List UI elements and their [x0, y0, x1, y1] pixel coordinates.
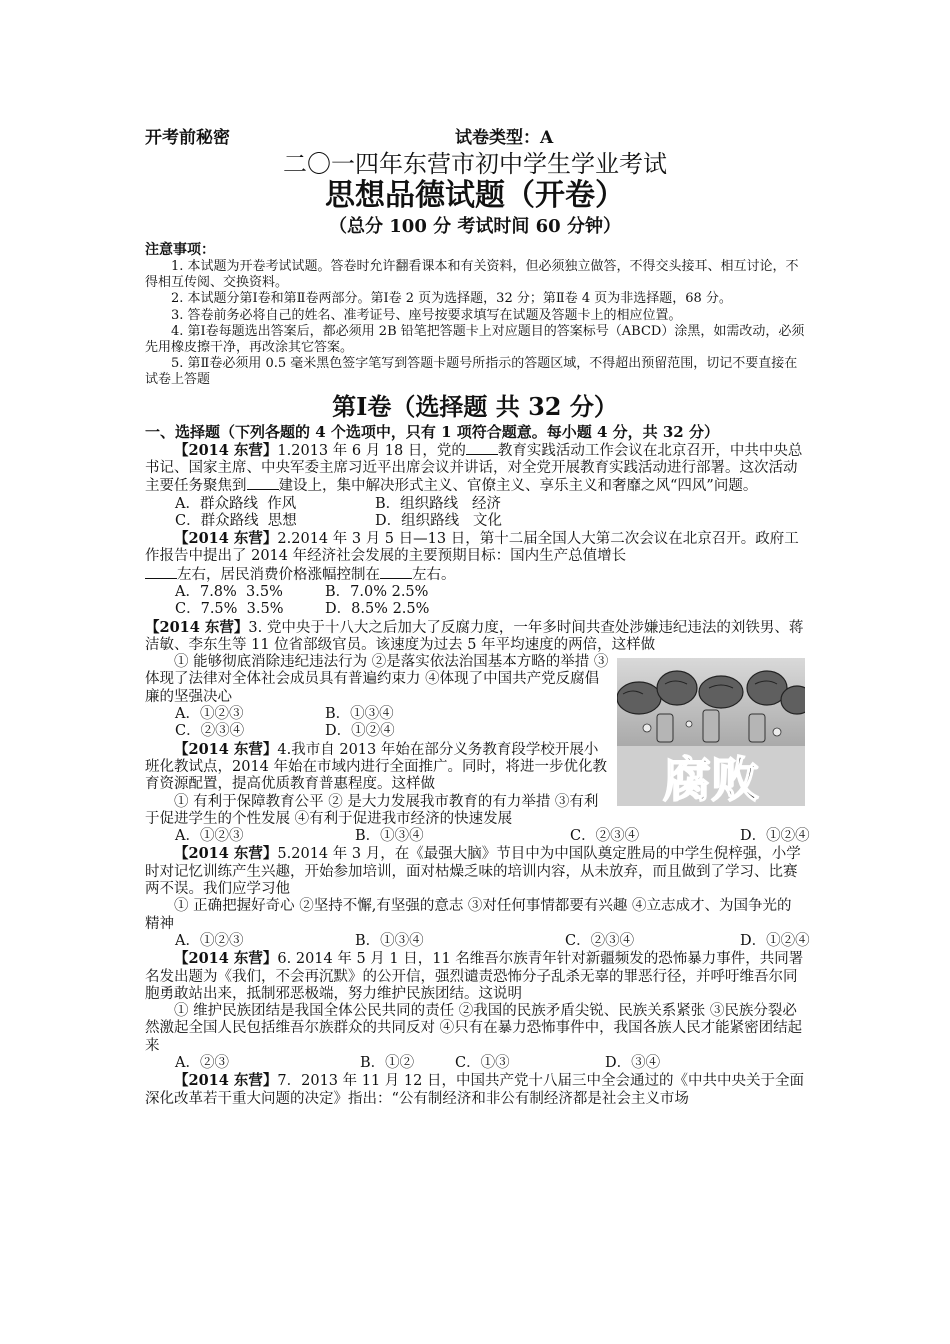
option-c: C．7.5% 3.5% [175, 601, 284, 618]
option-c: C．②③④ [565, 932, 635, 949]
question-7: 【2014 东营】7．2013 年 11 月 12 日，中国共产党十八届三中全会通过的《中共中央关于全面深化改革若干重大问题的决定》指出：“公有制经济和非公有制经济都是社会主义市场 [145, 1072, 804, 1107]
question-3-block [145, 618, 805, 807]
option-d: D．③④ [605, 1055, 661, 1072]
option-d: D．①②④ [325, 723, 395, 740]
answer-blank [145, 566, 177, 579]
option-row [145, 932, 810, 950]
option-d: D．8.5% 2.5% [325, 601, 430, 618]
option-b: B．7.0% 2.5% [325, 584, 429, 600]
answer-blank [380, 566, 412, 579]
option-c: C．②③④ [175, 723, 245, 740]
question-tag: 【2014 东营】 [174, 441, 278, 459]
notice-item: 2. 本试题分第Ⅰ卷和第Ⅱ卷两部分。第Ⅰ卷 2 页为选择题，32 分；第Ⅱ卷 4 页为非选择题，68 分。 [171, 291, 732, 307]
option-row [145, 1055, 805, 1072]
option-row [145, 496, 805, 513]
question-3-statements: ① 能够彻底消除违纪违法行为 ②是落实依法治国基本方略的举措 ③体现了法律对全体社会成员具有普遍约束力 ④体现了中国共产党反腐倡廉的坚强决心 [145, 654, 609, 705]
option-b: B．组织路线 经济 [375, 495, 501, 512]
question-3: 【2014 东营】3. 党中央于十八大之后加大了反腐力度，一年多时间共查处涉嫌违纪违法的刘铁男、蒋洁敏、李东生等 11 位省部级官员。该速度为过去 5 年平均速度的两倍，这样做 [145, 618, 804, 653]
notice-item: 1. 本试题为开卷考试试题。答卷时允许翻看课本和有关资料，但必须独立做答，不得交头接耳、相互讨论，不得相互传阅、交换资料。 [145, 259, 799, 291]
question-4-statements: ① 有利于保障教育公平 ② 是大力发展我市教育的有力举措 ③有利于促进学生的个性发展 ④有利于促进我市经济的快速发展 [145, 793, 599, 827]
option-row [145, 601, 805, 618]
question-tag: 【2014 东营】 [174, 845, 278, 863]
question-1: 【2014 东营】1.2013 年 6 月 18 日，党的 教育实践活动工作会议在北京召开，中共中央总书记、国家主席、中央军委主席习近平出席会议并讲话，对全党开展教育实践活动进行部署。这次活动主要任务聚焦到 建设上，集中解决形式主义、官僚主义、享乐主义和奢靡之风“四风”问题。 [145, 441, 803, 495]
option-b: B．①③④ [355, 828, 424, 845]
option-c: C．①③ [455, 1055, 510, 1072]
option-a: A．①②③ [175, 828, 244, 845]
option-row [145, 828, 810, 845]
option-a: A．①②③ [175, 706, 244, 723]
header-row [145, 126, 805, 150]
option-row [145, 513, 805, 530]
option-a: A．群众路线 作风 [175, 495, 297, 512]
notice-item: 4. 第Ⅰ卷每题选出答案后，都必须用 2B 铅笔把答题卡上对应题目的答案标号（ABCD）涂黑，如需改动，必须先用橡皮擦干净，再改涂其它答案。 [145, 323, 805, 356]
option-d: D．①②④ [740, 932, 810, 949]
exam-info: （总分 100 分 考试时间 60 分钟） [329, 216, 621, 237]
option-b: B．①③④ [355, 932, 424, 949]
option-b: B．①③④ [325, 706, 394, 723]
question-5-statements: ① 正确把握好奇心 ②坚持不懈,有坚强的意志 ③对任何事情都要有兴趣 ④立志成才、为国争光的精神 [145, 898, 792, 932]
option-a: A．7.8% 3.5% [175, 584, 283, 600]
option-b: B．①② [360, 1055, 415, 1072]
option-row [145, 584, 805, 601]
question-tag: 【2014 东营】 [174, 530, 278, 548]
option-c: C．②③④ [570, 828, 640, 845]
option-c: C．群众路线 思想 [175, 512, 297, 529]
figure-label: 腐败 [662, 752, 760, 807]
question-5: 【2014 东营】5.2014 年 3 月，在《最强大脑》节目中为中国队奠定胜局的中学生倪梓强，小学时对记忆训练产生兴趣，开始参加培训，面对枯燥乏味的培训内容，从未放弃，而且做到了学习、比赛两不误。我们应学习他 [145, 845, 801, 898]
notice-item: 3. 答卷前务必将自己的姓名、准考证号、座号按要求填写在试题及答题卡上的相应位置。 [171, 307, 682, 323]
question-6-statements: ① 维护民族团结是我国全体公民共同的责任 ②我国的民族矛盾尖锐、民族关系紧张 ③民族分裂必然激起全国人民包括维吾尔族群众的共同反对 ④只有在暴力恐怖事件中，我国各族人民才能紧密团结起来 [145, 1003, 803, 1054]
question-6: 【2014 东营】6. 2014 年 5 月 1 日，11 名维吾尔族青年针对新疆频发的恐怖暴力事件，共同署名发出题为《我们，不会再沉默》的公开信，强烈谴责恐怖分子乱杀无辜的罪恶行径，并呼吁维吾尔同胞勇敢站出来，抵制邪恶极端，努力维护民族团结。这说明 [145, 950, 804, 1002]
question-tag: 【2014 东营】 [145, 618, 249, 636]
option-d: D．组织路线 文化 [375, 512, 502, 529]
subject-title: 思想品德试题（开卷） [325, 178, 625, 213]
answer-blank [466, 442, 498, 455]
section-title: 第Ⅰ卷（选择题 共 32 分） [332, 391, 618, 421]
option-a: A．②③ [175, 1055, 229, 1072]
anti-corruption-figure [617, 658, 805, 806]
question-tag: 【2014 东营】 [174, 950, 278, 968]
question-4: 【2014 东营】4.我市自 2013 年始在部分义务教育段学校开展小班化教试点，2014 年始在市域内进行全面推广。同时，将进一步优化教育资源配置，提高优质教育普惠程度。这样做 [145, 740, 608, 793]
option-d: D．①②④ [740, 828, 810, 845]
question-tag: 【2014 东营】 [174, 740, 278, 758]
notice-heading: 注意事项： [145, 242, 215, 258]
answer-blank [247, 477, 279, 490]
section-heading: 一、选择题（下列各题的 4 个选项中，只有 1 项符合题意。每小题 4 分，共 32 分） [145, 422, 719, 441]
secret-label: 开考前秘密 [145, 128, 230, 148]
option-a: A．①②③ [175, 932, 244, 949]
exam-title: 二〇一四年东营市初中学生学业考试 [283, 150, 667, 178]
question-tag: 【2014 东营】 [174, 1072, 278, 1090]
page-content [145, 126, 810, 1108]
question-2: 【2014 东营】2.2014 年 3 月 5 日—13 日，第十二届全国人大第二次会议在北京召开。政府工作报告中提出了 2014 年经济社会发展的主要预期目标：国内生产总值增长 左右，居民消费价格涨幅控制在 左右。 [145, 530, 799, 583]
paper-type: 试卷类型：A [455, 128, 554, 148]
notice-item: 5. 第Ⅱ卷必须用 0.5 毫米黑色签字笔写到答题卡题号所指示的答题区域，不得超出预留范围，切记不要直接在试卷上答题 [145, 356, 798, 388]
